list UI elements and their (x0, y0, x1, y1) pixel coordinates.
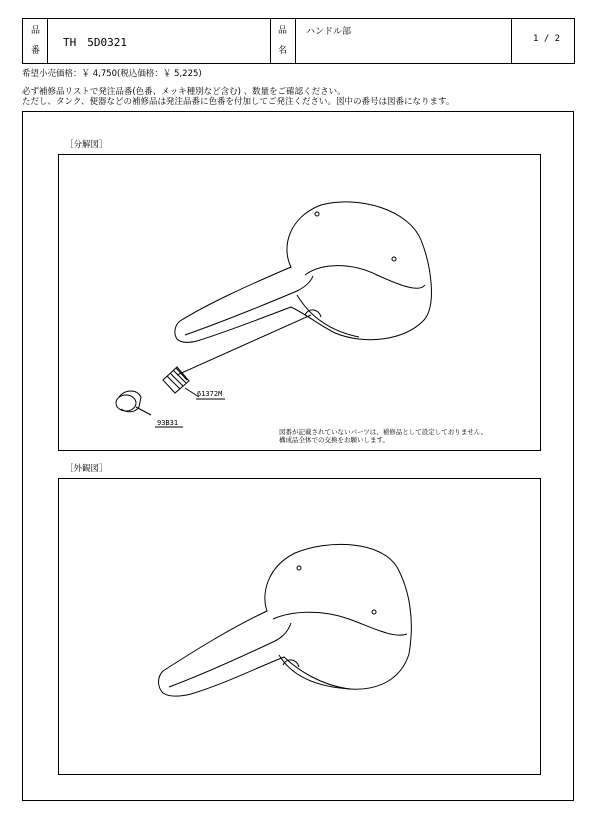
hinmei-label-top: 品 (278, 26, 288, 36)
header-divider (511, 19, 512, 63)
leader-93b31 (136, 407, 151, 415)
handle-cap-line (273, 612, 407, 635)
price-line: 希望小売価格：￥ 4,750(税込価格：￥ 5,225) (22, 69, 202, 79)
lever-edge (169, 623, 291, 687)
page-indicator: 1 / 2 (533, 34, 561, 44)
header-divider (295, 19, 296, 63)
callout-93b31: 93B31 (157, 419, 179, 427)
hinban-label-top: 品 (31, 26, 41, 36)
hinban-label-bottom: 番 (31, 46, 41, 56)
exploded-view-panel (58, 154, 541, 451)
external-drawing (59, 479, 540, 774)
handle-hole-2 (372, 610, 376, 614)
external-view-panel (58, 478, 541, 775)
handle-hole-2 (392, 257, 396, 261)
hinmei-label-bottom: 名 (278, 46, 288, 56)
header-table (22, 18, 575, 64)
exploded-section-label: ［分解図］ (65, 140, 108, 150)
header-divider (270, 19, 271, 63)
note-line-2: ただし、タンク、便器などの補修品は発注品番に色番を付加してご発注ください。図中の番号は図番になります。 (22, 97, 455, 107)
handle-outline (159, 544, 412, 696)
handle-outline (175, 202, 432, 342)
lever-edge (185, 276, 313, 335)
header-divider (47, 19, 48, 63)
handle-hole-1 (315, 212, 319, 216)
handle-hole-1 (297, 566, 301, 570)
part-number: TH 5D0321 (63, 36, 127, 49)
external-section-label: ［外観図］ (65, 464, 108, 474)
note-line-1: 必ず補修品リストで発注品番(色番、メッキ種別など含む) 、数量をご確認ください。 (22, 87, 346, 97)
handle-cap-line (305, 266, 425, 289)
footnote-line-1: 図番が記載されていないパーツは、補修品として設定しておりません。 (279, 428, 488, 436)
footnote-line-2: 構成品全体での交換をお願いします。 (279, 436, 389, 444)
part-name: ハンドル部 (306, 27, 352, 37)
exploded-footnote (279, 428, 487, 444)
assembly-axis (177, 315, 311, 375)
cap-button (116, 391, 141, 412)
exploded-drawing (59, 155, 540, 450)
callout-61372m: 61372M (197, 390, 223, 398)
